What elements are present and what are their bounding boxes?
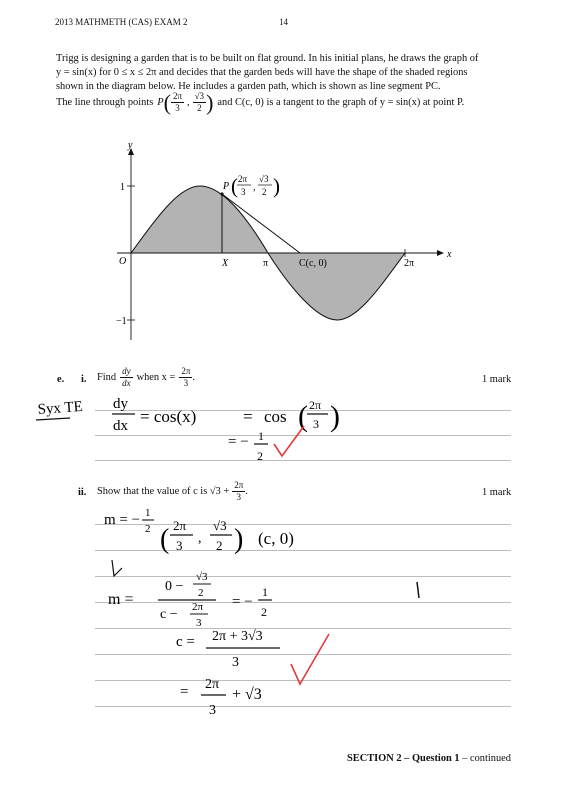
page-number: 14 [279,17,288,27]
p-x-den: 3 [175,103,180,113]
p-graph-y-num: √3 [259,174,269,184]
open-paren: ( [163,89,171,115]
y-axis-label: y [128,140,133,151]
part-ii-question: Show that the value of c is √3 + $\frac{2\pi}{3}$ . [97,480,248,502]
svg-text:2π: 2π [192,601,204,613]
p-x-num: 2π [172,91,182,101]
svg-text:1: 1 [145,507,151,519]
svg-text:2: 2 [145,523,151,535]
svg-text:0 −: 0 − [165,579,184,594]
part-ii-den: 3 [236,492,241,502]
svg-text:m = −: m = − [104,512,141,528]
sine-graph [0,0,566,360]
part-i-x-den: 3 [183,378,189,388]
x-axis-label: x [447,249,452,260]
svg-text:3: 3 [176,538,183,553]
dy: dy [122,366,131,376]
part-i-when: when x = [136,372,176,383]
svg-text:): ) [234,524,244,555]
svg-text:3: 3 [313,417,319,431]
c-point-label: C(c, 0) [299,258,327,269]
svg-text:2π: 2π [309,398,322,412]
p-graph-y-den: 2 [262,187,267,197]
svg-text:): ) [330,400,340,433]
intro-line-1: Trigg is designing a garden that is to be built on flat ground. In his initial plans, he draws the graph of [56,53,479,64]
part-e-label: e. [57,374,65,385]
x-axis-arrow [437,250,444,256]
svg-text:2π + 3√3: 2π + 3√3 [212,629,263,644]
dy-dx-fraction [120,366,133,389]
point-p-label: P [157,96,164,108]
part-i-find: Find [97,372,117,383]
tally-mark [417,582,419,598]
pi-label: π [263,258,269,269]
intro-line-2: y = sin(x) for 0 ≤ x ≤ 2π and decides that the garden beds will have the shape of the shaded regions [56,66,468,78]
svg-text:+ √3: + √3 [232,686,262,703]
svg-text:3: 3 [196,617,202,629]
tick-label-minus-one: −1 [116,316,127,327]
p-graph-x-den: 3 [241,187,246,197]
svg-text:=: = [180,684,189,700]
p-y-num: √3 [194,91,205,101]
part-i-question: Find $\frac{dy}{dx}$ when x = $\frac{2\pi}{3}$ . [97,366,195,388]
svg-text:1: 1 [262,585,268,599]
footer-continued [347,753,511,764]
p-y-den: 2 [197,103,202,113]
svg-text:√3: √3 [196,571,208,583]
svg-text:(: ( [298,400,308,433]
svg-text:2: 2 [261,605,267,619]
dx: dx [122,378,131,388]
p-graph-open-paren: ( [231,174,238,198]
svg-text:2: 2 [216,538,223,553]
svg-text:= −: = − [228,434,249,450]
point-p [220,192,223,195]
shaded-region-negative [268,253,405,320]
exam-header: 2013 MATHMETH (CAS) EXAM 2 [55,17,188,27]
svg-text:dy: dy [113,396,128,412]
close-paren: ) [206,89,214,115]
tangent-post: and C(c, 0) is a tangent to the graph of y = sin(x) at point P. [217,96,465,108]
tangent-pre: The line through points [56,96,154,108]
svg-text:= cos(x): = cos(x) [140,407,197,426]
p-graph-x-num: 2π [238,174,248,184]
margin-note: Syx TE [37,398,84,418]
part-i-x-num: 2π [181,366,191,376]
part-ii-mark: 1 mark [482,487,512,498]
part-i-mark: 1 mark [482,374,512,385]
svg-text:1: 1 [258,429,264,443]
svg-text:√3: √3 [213,518,227,533]
svg-text:m =: m = [108,591,134,608]
tick-label-one: 1 [120,182,125,193]
part-i-x-fraction [179,366,192,389]
svg-text:3: 3 [232,655,239,670]
p-graph-label: P [223,181,230,192]
x-point-label: X [222,258,229,269]
part-ii-num: 2π [234,480,244,490]
svg-text:=: = [243,407,253,426]
svg-text:2π: 2π [205,677,220,692]
origin-label: O [119,256,127,267]
two-pi-label: 2π [404,258,415,269]
svg-text:c −: c − [160,607,178,622]
svg-text:,: , [198,531,202,546]
intro-line-3: shown in the diagram below. He includes a garden path, which is shown as line segment PC. [56,80,441,92]
handwriting-part-ii [0,500,566,730]
svg-text:(: ( [160,524,170,555]
svg-text:2: 2 [198,587,204,599]
handwriting-part-i [0,390,566,470]
svg-text:2π: 2π [173,518,187,533]
p-graph-close-paren: ) [273,174,280,198]
part-ii-text: Show that the value of c is √3 + [97,486,230,497]
tangent-sentence: The line through points P ( $\frac{2\pi}{3}$ , $\frac{√3}{2}$ ) and C(c, 0) is a tangent to the graph of y = sin(x) at point P. [56,89,465,115]
part-ii-label: ii. [78,487,87,498]
svg-text:(c, 0): (c, 0) [258,529,294,548]
svg-text:3: 3 [209,703,216,718]
svg-text:,: , [253,182,256,193]
footer-section: SECTION 2 – Question 1 [347,753,460,764]
footer-suffix: – continued [459,753,511,764]
svg-text:dx: dx [113,418,128,434]
svg-text:cos: cos [264,407,287,426]
svg-text:c =: c = [176,634,195,650]
svg-text:= −: = − [232,594,253,610]
svg-text:2: 2 [257,449,263,463]
part-i-label: i. [81,374,87,385]
